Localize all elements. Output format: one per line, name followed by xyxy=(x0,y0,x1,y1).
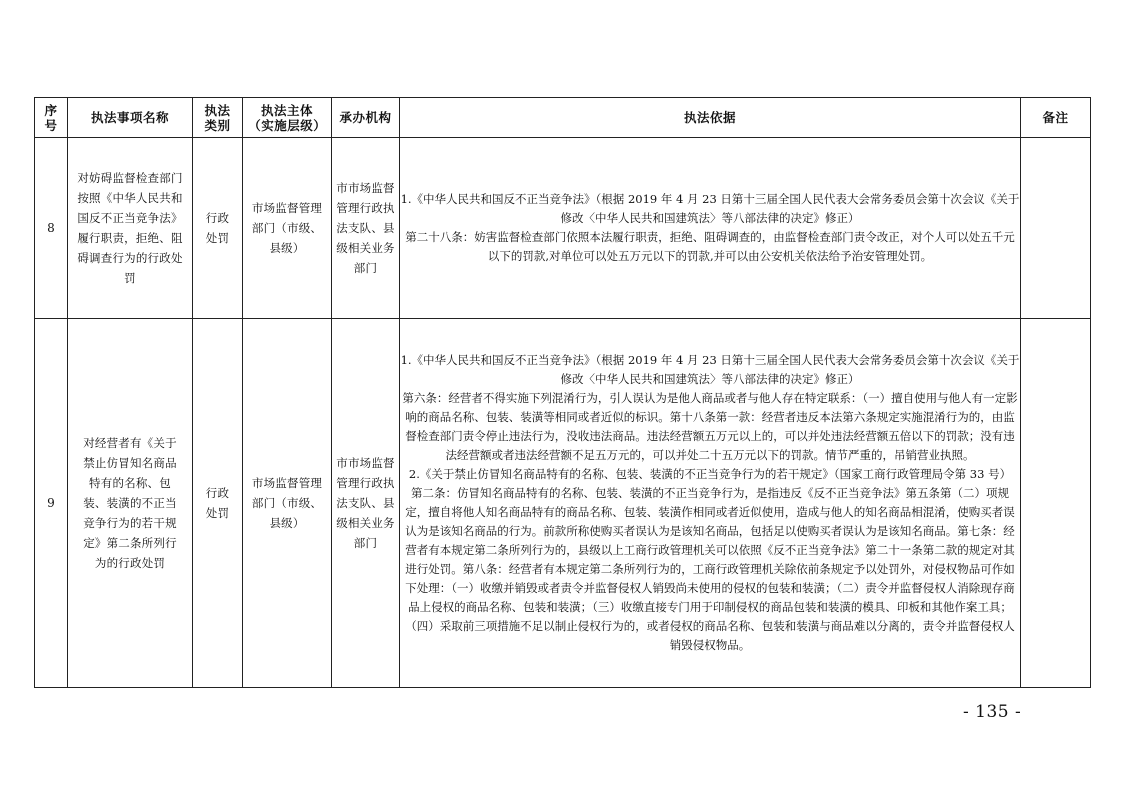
org-cell: 市市场监督管理行政执法支队、县级相关业务部门 xyxy=(332,138,400,319)
header-org: 承办机构 xyxy=(332,98,400,138)
remark-cell xyxy=(1021,138,1091,319)
header-remark: 备注 xyxy=(1021,98,1091,138)
basis-paragraph: 第二条：仿冒知名商品特有的名称、包装、装潢的不正当竞争行为，是指违反《反不正当竞争法》第五条第（二）项规定，擅自将他人知名商品特有的商品名称、包装、装潢作相同或者近似使用，造成与他人的知名商品相混淆，使购买者误认为是该知名商品的行为。前款所称使购买者误认为是该知名商品，包括足以使购买者误认为是该知名商品。第七条：经营者有本规定第二条所列行为的，县级以上工商行政管理机关可以依照《反不正当竞争法》第二十一条第二款的规定对其进行处罚。第八条：经营者有本规定第二条所列行为的，工商行政管理机关除依前条规定予以处罚外，对侵权物品可作如下处理：（一）收缴并销毁或者责令并监督侵权人销毁尚未使用的侵权的包装和装潢；（二）责令并监督侵权人消除现存商品上侵权的商品名称、包装和装潢；（三）收缴直接专门用于印制侵权的商品包装和装潢的模具、印板和其他作案工具；（四）采取前三项措施不足以制止侵权行为的，或者侵权的商品名称、包装和装潢与商品难以分离的，责令并监督侵权人销毁侵权物品。 xyxy=(405,486,1015,652)
org-cell: 市市场监督管理行政执法支队、县级相关业务部门 xyxy=(332,319,400,688)
basis-paragraph: 1.《中华人民共和国反不正当竞争法》（根据 2019 年 4 月 23 日第十三届全国人民代表大会常务委员会第十次会议《关于修改〈中华人民共和国建筑法〉等八部法律的决定》修正） xyxy=(400,353,1020,386)
page-number: - 135 - xyxy=(963,702,1022,722)
item-name-cell: 对妨碍监督检查部门按照《中华人民共和国反不正当竞争法》履行职责，拒绝、阻碍调查行为的行政处罚 xyxy=(68,138,193,319)
header-no: 序号 xyxy=(35,98,68,138)
basis-cell xyxy=(400,138,1021,319)
table-row xyxy=(35,138,1091,319)
basis-paragraph: 第六条：经营者不得实施下列混淆行为，引人误认为是他人商品或者与他人存在特定联系：（一）擅自使用与他人有一定影响的商品名称、包装、装潢等相同或者近似的标识。第十八条第一款：经营者违反本法第六条规定实施混淆行为的，由监督检查部门责令停止违法行为，没收违法商品。违法经营额五万元以上的，可以并处违法经营额五倍以下的罚款；没有违法经营额或者违法经营额不足五万元的，可以并处二十五万元以下的罚款。情节严重的，吊销营业执照。 xyxy=(402,391,1018,462)
category-cell: 行政处罚 xyxy=(193,138,243,319)
header-category: 执法类别 xyxy=(193,98,243,138)
enforcement-table xyxy=(34,97,1091,688)
header-basis: 执法依据 xyxy=(400,98,1021,138)
basis-cell xyxy=(400,319,1021,688)
basis-paragraph: 第二十八条：妨害监督检查部门依照本法履行职责，拒绝、阻碍调查的，由监督检查部门责令改正，对个人可以处五千元以下的罚款,对单位可以处五万元以下的罚款,并可以由公安机关依法给予治安管理处罚。 xyxy=(405,230,1015,263)
basis-paragraph: 2.《关于禁止仿冒知名商品特有的名称、包装、装潢的不正当竞争行为的若干规定》（国家工商行政管理局令第 33 号） xyxy=(408,467,1012,481)
remark-cell xyxy=(1021,319,1091,688)
item-name-cell: 对经营者有《关于禁止仿冒知名商品特有的名称、包装、装潢的不正当竞争行为的若干规定》第二条所列行为的行政处罚 xyxy=(68,319,193,688)
row-number: 9 xyxy=(35,319,68,688)
basis-paragraph: 1.《中华人民共和国反不正当竞争法》（根据 2019 年 4 月 23 日第十三届全国人民代表大会常务委员会第十次会议《关于修改〈中华人民共和国建筑法〉等八部法律的决定》修正） xyxy=(400,192,1020,225)
header-row xyxy=(35,98,1091,138)
row-number: 8 xyxy=(35,138,68,319)
subject-cell: 市场监督管理部门（市级、县级） xyxy=(243,138,332,319)
subject-cell: 市场监督管理部门（市级、县级） xyxy=(243,319,332,688)
header-item-name: 执法事项名称 xyxy=(68,98,193,138)
table-row xyxy=(35,319,1091,688)
category-cell: 行政处罚 xyxy=(193,319,243,688)
header-subject: 执法主体（实施层级） xyxy=(243,98,332,138)
